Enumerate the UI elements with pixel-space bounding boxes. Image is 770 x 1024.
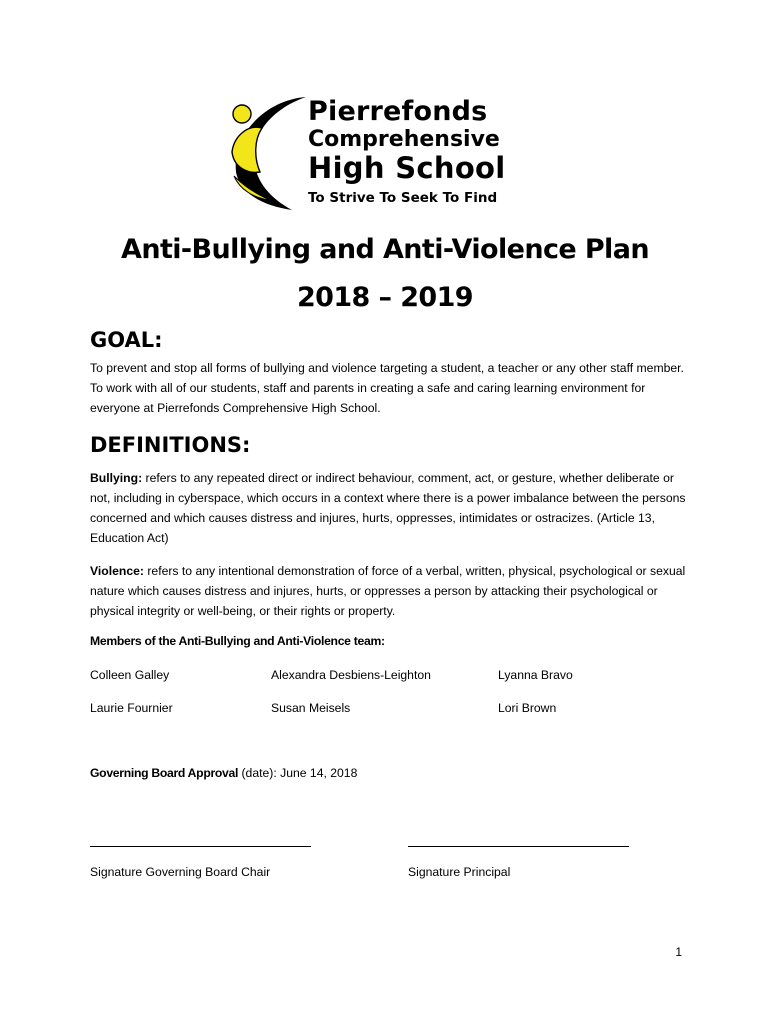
school-logo	[226, 94, 556, 212]
logo-line-2: Comprehensive	[308, 127, 500, 152]
signature-line-principal	[408, 832, 629, 847]
logo-figure-icon	[226, 94, 316, 212]
violence-term: Violence:	[90, 564, 144, 578]
document-title: Anti-Bullying and Anti-Violence Plan	[121, 234, 649, 265]
approval-label: Governing Board Approval	[90, 766, 239, 780]
logo-motto: To Strive To Seek To Find	[308, 190, 498, 206]
team-member: Alexandra Desbiens-Leighton	[271, 668, 431, 682]
team-member: Lori Brown	[498, 701, 557, 715]
violence-definition	[90, 561, 690, 621]
signature-line-chair	[90, 832, 311, 847]
team-member: Laurie Fournier	[90, 701, 173, 715]
team-member: Colleen Galley	[90, 668, 170, 682]
page-number: 1	[675, 945, 682, 959]
goal-text: To prevent and stop all forms of bullying and violence targeting a student, a teacher or any other staff member. To work with all of our students, staff and parents in creating a safe and caring learning environment for everyone at Pierrefonds Comprehensive High School.	[90, 361, 684, 415]
violence-text: refers to any intentional demonstration of force of a verbal, written, physical, psychological or sexual nature which causes distress and injures, hurts, or oppresses a person by attacking their psychological or physical integrity or well-being, or their rights or property.	[90, 564, 686, 618]
team-member: Lyanna Bravo	[498, 668, 573, 682]
signature-principal-label: Signature Principal	[408, 865, 511, 879]
team-heading: Members of the Anti-Bullying and Anti-Violence team:	[90, 634, 385, 648]
definitions-heading: DEFINITIONS:	[90, 433, 251, 457]
logo-line-1: Pierrefonds	[308, 96, 488, 127]
approval-date: (date): June 14, 2018	[238, 766, 358, 780]
logo-line-3: High School	[308, 151, 506, 185]
bullying-text: refers to any repeated direct or indirect behaviour, comment, act, or gesture, whether deliberate or not, including in cyberspace, which occurs in a context where there is a power imbalance between the persons concerned and which causes distress and injures, hurts, oppresses, intimidates or ostracizes. (Article 13, Education Act)	[90, 471, 686, 545]
governing-board-approval	[90, 766, 357, 780]
document-year: 2018 – 2019	[297, 282, 473, 313]
goal-heading: GOAL:	[90, 328, 163, 352]
bullying-term: Bullying:	[90, 471, 143, 485]
team-member: Susan Meisels	[271, 701, 351, 715]
signature-chair-label: Signature Governing Board Chair	[90, 865, 271, 879]
bullying-definition	[90, 468, 690, 548]
